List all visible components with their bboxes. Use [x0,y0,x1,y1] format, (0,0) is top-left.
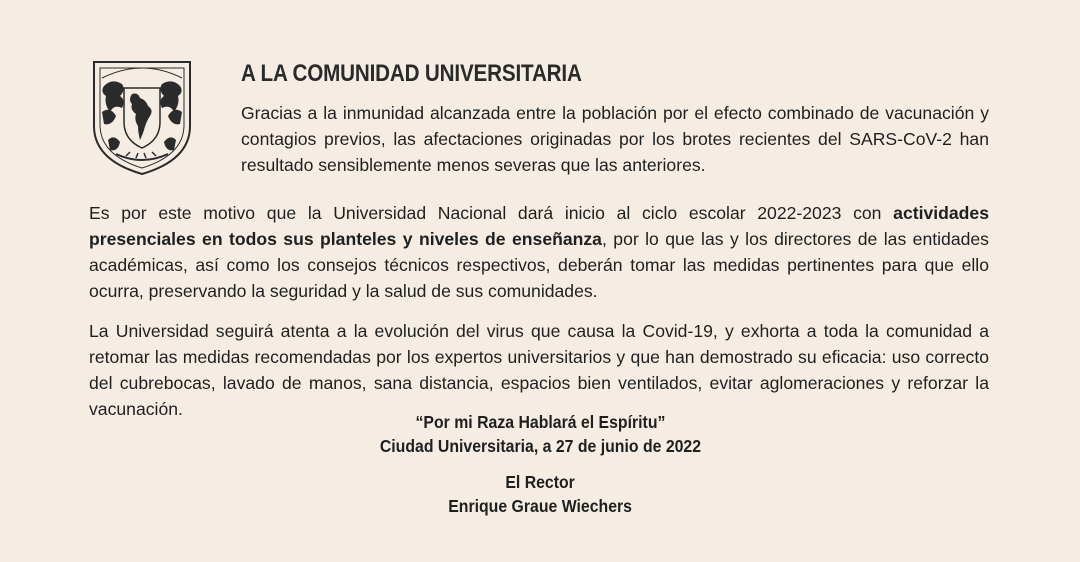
intro-paragraph [241,100,989,178]
signature-block [0,470,1080,518]
signer-role: El Rector [505,472,575,492]
unam-seal-logo [86,56,198,178]
place-date: Ciudad Universitaria, a 27 de junio de 2022 [379,436,701,456]
intro-text: Gracias a la inmunidad alcanzada entre la población por el efecto combinado de vacunación y contagios previos, las afectaciones originadas por los brotes recientes del SARS-CoV-2 han resultado sensiblemente menos severas que las anteriores. [241,103,989,175]
paragraph-reopening-emphasis: actividades presenciales en todos sus planteles y niveles de enseñanza [89,203,989,249]
paragraph-reopening [89,200,989,304]
paragraph-reopening-text-start: Es por este motivo que la Universidad Nacional dará inicio al ciclo escolar 2022-2023 con [89,203,894,223]
paragraph-recommendations [89,318,989,422]
page-title: A LA COMUNIDAD UNIVERSITARIA [241,60,582,87]
motto-block [0,410,1080,458]
motto: “Por mi Raza Hablará el Espíritu” [415,412,665,432]
paragraph-recommendations-text: La Universidad seguirá atenta a la evolución del virus que causa la Covid-19, y exhorta a toda la comunidad a retomar las medidas recomendadas por los expertos universitarios y que han demostrado su eficacia: uso correcto del cubrebocas, lavado de manos, sana distancia, espacios bien ventilados, evitar aglomeraciones y reforzar la vacunación. [89,321,989,419]
signer-name: Enrique Graue Wiechers [448,496,632,516]
paragraph-reopening-text-end: , por lo que las y los directores de las entidades académicas, así como los consejos técnicos respectivos, deberán tomar las medidas pertinentes para que ello ocurra, preservando la seguridad y la salud de sus comunidades. [89,229,989,301]
